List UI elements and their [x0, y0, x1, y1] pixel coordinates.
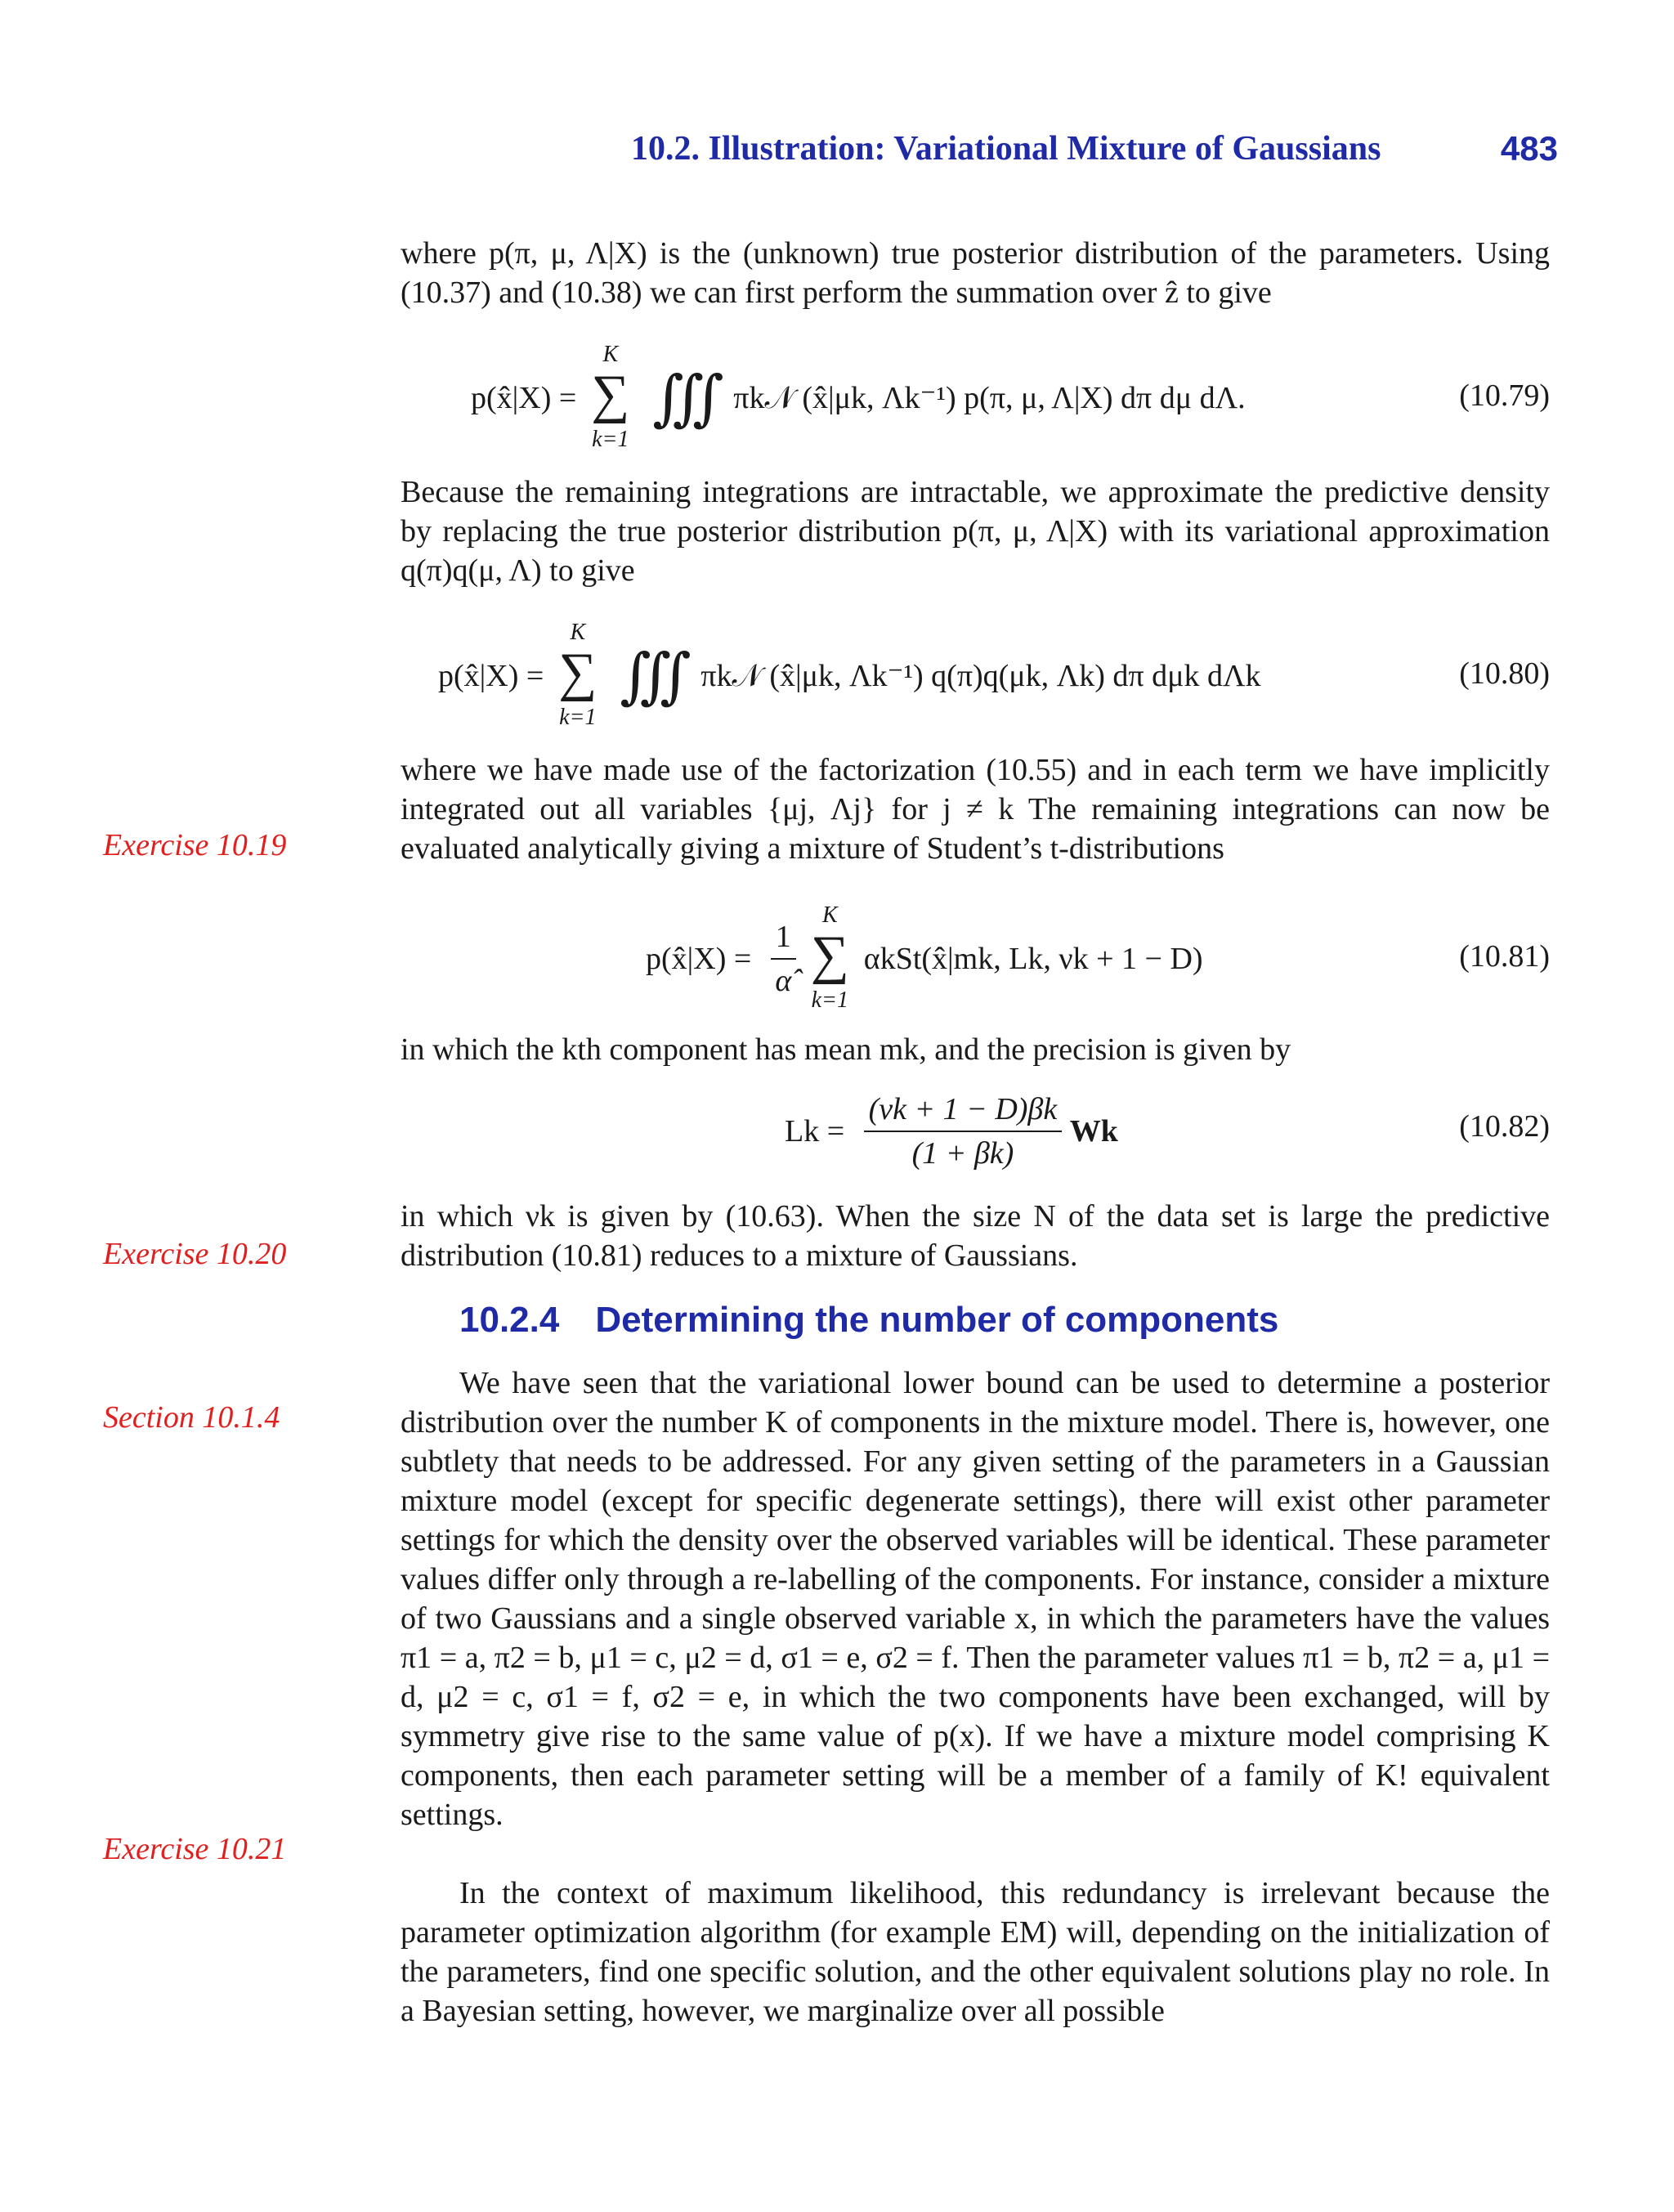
equation-10-79	[401, 337, 1550, 459]
fraction-numerator: 1	[771, 916, 796, 960]
paragraph-6-text: We have seen that the variational lower bound can be used to determine a posterior distribution over the number K of components in the mixture model. There is, however, one subtlety that needs to be addressed. For any given setting of the parameters in a Gaussian mixture model (except for specific degenerate settings), there will exist other parameter settings for which the density over the observed variables will be identical. These parameter values differ only through a re-labelling of the components. For instance, consider a mixture of two Gaussians and a single observed variable x, in which the parameters have the values π1 = a, π2 = b, μ1 = c, μ2 = d, σ1 = e, σ2 = f. Then the parameter values π1 = b, π2 = a, μ1 = d, μ2 = c, σ1 = f, σ2 = e, in which the two components have been exchanged, will by symmetry give rise to the same value of p(x). If we have a mixture model comprising K components, then each parameter setting will be a member of a family of K! equivalent settings.	[401, 1366, 1550, 1832]
equation-10-80	[401, 615, 1550, 737]
sigma-glyph: ∑	[558, 643, 598, 702]
equation-10-80-rhs: πk𝒩 (x̂|μk, Λk⁻¹) q(π)q(μk, Λk) dπ dμk dΛk	[700, 659, 1261, 693]
sum-symbol	[584, 337, 637, 459]
sigma-glyph: ∑	[591, 365, 630, 424]
running-header	[0, 129, 1674, 178]
sum-upper-limit: K	[602, 342, 619, 367]
equation-10-81-body	[646, 898, 1203, 1020]
equation-number: (10.81)	[1459, 939, 1550, 974]
running-header-title: 10.2. Illustration: Variational Mixture of Gaussians	[631, 130, 1381, 168]
fraction-numerator: (νk + 1 − D)βk	[864, 1088, 1063, 1132]
page-number: 483	[1500, 129, 1558, 168]
paragraph-6	[401, 1363, 1550, 1834]
section-number: 10.2.4	[459, 1300, 560, 1340]
paragraph-5-text: in which νk is given by (10.63). When the size N of the data set is large the predictive distribution (10.81) reduces to a mixture of Gaussians.	[401, 1199, 1550, 1273]
sum-lower-limit: k=1	[592, 427, 629, 452]
sum-lower-limit: k=1	[811, 987, 848, 1013]
equation-10-81-lhs: p(x̂|X) =	[646, 942, 752, 976]
triple-integral: ∭	[652, 365, 718, 432]
equation-10-81	[401, 898, 1550, 1020]
sum-symbol	[803, 898, 856, 1020]
equation-10-80-lhs: p(x̂|X) =	[438, 659, 544, 693]
equation-10-82-lhs: Lk =	[785, 1114, 845, 1149]
margin-note-section-10-1-4[interactable]: Section 10.1.4	[103, 1400, 280, 1435]
margin-note-exercise-10-21[interactable]: Exercise 10.21	[103, 1832, 287, 1866]
paragraph-1	[401, 234, 1550, 312]
equation-10-79-rhs: πk𝒩 (x̂|μk, Λk⁻¹) p(π, μ, Λ|X) dπ dμ dΛ.	[733, 381, 1246, 415]
paragraph-2-text: Because the remaining integrations are intractable, we approximate the predictive density by replacing the true posterior distribution p(π, μ, Λ|X) with its variational approximation q(π)q(μ, Λ) to give	[401, 475, 1550, 588]
sum-lower-limit: k=1	[559, 705, 597, 730]
paragraph-3-text: where we have made use of the factorization (10.55) and in each term we have implicitly integrated out all variables {μj, Λj} for j ≠ k The remaining integrations can now be evaluated analytically giving a mixture of Student’s t-distributions	[401, 753, 1550, 866]
equation-10-79-body	[471, 337, 1246, 459]
equation-10-80-body	[438, 615, 1261, 737]
margin-note-exercise-10-19[interactable]: Exercise 10.19	[103, 828, 287, 862]
sigma-glyph: ∑	[810, 925, 849, 985]
paragraph-1-text: where p(π, μ, Λ|X) is the (unknown) true posterior distribution of the parameters. Using (10.37) and (10.38) we can first perform the summation over ẑ to give	[401, 236, 1550, 310]
paragraph-2	[401, 472, 1550, 590]
paragraph-4	[401, 1030, 1550, 1069]
section-title: Determining the number of components	[595, 1300, 1279, 1340]
fraction	[864, 1088, 1063, 1175]
paragraph-7	[401, 1874, 1550, 2031]
equation-number: (10.80)	[1459, 656, 1550, 691]
equation-number: (10.79)	[1459, 378, 1550, 413]
equation-10-82-rhs: Wk	[1069, 1114, 1118, 1149]
paragraph-5	[401, 1197, 1550, 1275]
sum-upper-limit: K	[821, 902, 838, 928]
equation-10-81-rhs: αkSt(x̂|mk, Lk, νk + 1 − D)	[863, 942, 1203, 976]
section-heading	[459, 1300, 1278, 1341]
equation-number: (10.82)	[1459, 1109, 1550, 1144]
paragraph-3	[401, 750, 1550, 868]
equation-10-82	[401, 1076, 1550, 1182]
fraction	[771, 916, 796, 1002]
equation-10-79-lhs: p(x̂|X) =	[471, 381, 577, 415]
paragraph-4-text: in which the kth component has mean mk, and the precision is given by	[401, 1032, 1291, 1067]
fraction-denominator: (1 + βk)	[911, 1136, 1014, 1171]
equation-10-82-body	[785, 1076, 1118, 1182]
sum-upper-limit: K	[570, 620, 586, 645]
sum-symbol	[552, 615, 604, 737]
paragraph-7-text: In the context of maximum likelihood, this redundancy is irrelevant because the parameter optimization algorithm (for example EM) will, depending on the initialization of the parameters, find one specific solution, and the other equivalent solutions play no role. In a Bayesian setting, however, we marginalize over all possible	[401, 1876, 1550, 2028]
fraction-denominator: α̂	[775, 964, 792, 998]
margin-note-exercise-10-20[interactable]: Exercise 10.20	[103, 1237, 287, 1271]
triple-integral: ∭	[620, 643, 685, 710]
